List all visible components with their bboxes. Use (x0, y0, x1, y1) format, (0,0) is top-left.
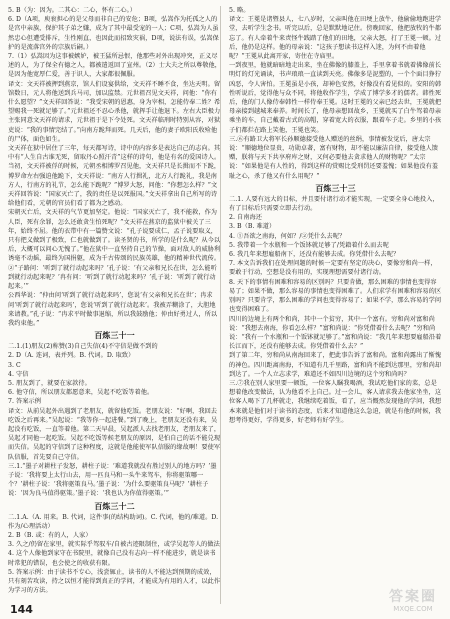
answer-paragraph: 7.（1）弘嵩因为这事被嫉妒，被王猛所忌恨，他那些对外出现冲突，正义尽述的人，为了保全有德之人，都被遣返回了宣州。（2）士大夫之所以尊敬他，是因为他宽厚仁爱，善于识人，大家都很佩服。 (8, 53, 221, 79)
answer-paragraph: 2. D（A. 连词，表并列。B. 代词。D. 取致） (8, 352, 135, 360)
answer-paragraph: 3. C (8, 361, 21, 369)
answer-paragraph: 6. D（A项，庾衮担心的是父母而非自己的安危；B项，弘嵩作为托孤之人的是宫中亲族，保护其子弟之嫌，成为了其中最受宠的一人；C项，弘嵩为人虽然忠心但遭受排斥，生性刚直，也因此而招致灾祸，D项，说法有误，弘嵩保护的是流落宫外的宗族后嗣。） (8, 16, 219, 51)
answer-paragraph: 7. 答案示例 (8, 398, 41, 406)
answer-paragraph: 7. 本文告诉我们在处理问题的时候一定要有坚定的决心，要像穷和尚一样，要敢于行动，空想是没有用的，实现理想需要付诸行动。 (229, 260, 437, 277)
answer-paragraph: 2. 自南海还 (229, 214, 262, 222)
answer-paragraph: 3. 久之/仍留在家里，就实际乎驾驭车/自被古迹限制住，或学吴起等人的做法 (8, 541, 220, 549)
watermark-url: MXQE.COM (393, 604, 433, 613)
answer-paragraph: 5. B（为：因为。二其心：二心，怀有二心。） (8, 7, 137, 14)
answer-paragraph: 4. ①吾欲之南海，何如？/②凭什么去呢？ (229, 232, 346, 240)
answer-paragraph: 译文：文天祥被押到燕京，馆人们设宴供给，文天祥不睡不食，坐达天明。留馆数日，元人将他送到兵马司，加以监禁。元世祖召见文天祥，问他：“你有什么愿望？”文天祥回答说：“我受宋朝的恩惠，身为宰相，怎能侍奉二姓？希望赐我一死就足够了。”元世祖还不忍心杀他，就挥手让他退下。左右大臣极力主张同意文天祥的请求，元世祖于是下令处死。文天祥临刑时特别从容，对狱吏说：“我的事情完结了。”向南方跪拜而死。几天后，他的妻子欧阳氏收殓他的尸体，面色如生。 (8, 80, 221, 143)
answer-paragraph: 公西华说：“仲由问‘听到了就行动起来吗’，您说‘有父亲和兄长在世’；冉求问‘听到了就行动起来吗’，您说‘听到了就行动起来’。我被弄糊涂了，大胆地来请教。”孔子说：“冉求平时做事退缩，所以我鼓励他；仲由好勇过人，所以我约束他。” (8, 292, 218, 327)
answer-paragraph: 文天祥在狱中居住了三年，每天都写诗，诗中的内容多是表达自己的志向。其中有“人生自古谁无死，留取丹心照汗青”这样的诗句，他是有名的爱国诗人。当初，文天祥被俘的时候，元朝丞相博罗召见他，文天祥只是长揖而不下跪，博罗命左右强迫他跪下，文天祥说：“南方人行揖礼，北方人行跪礼，我是南方人，行南方的礼节，怎么能下跪呢？”博罗大怒，问他：“你想怎么样？”文天祥回答说：“国家灭亡了，我的责任是以死报国。”文天祥拿出自己所写的诗给他们看，元朝的官员们看了都为之感动。 (8, 145, 221, 208)
watermark-text: 答案圈 (389, 588, 437, 605)
answer-paragraph: 5. 答案示例：由于读书不专心，浅尝辄止，读书的人不能达到预期的成效，只有刻苦攻读，持之以恒才能得到真正的学问，才能成为有用的人才，以此作为学习的方法。 (8, 568, 221, 595)
section-heading: 百炼三十一 (94, 330, 135, 341)
answer-paragraph: 二.1.A.（A. 用来。B. 代词，这件事(的结构助词)。C. 代词，他的/难道。D. 作为/心理活动） (8, 513, 219, 530)
section-heading: 百炼三十二 (94, 500, 135, 511)
answer-paragraph: 4. 这个人像他到家守在书院里，就像自己没有志向一样不能进步，就是读书时常犯的错误，也会使之的收获有限。 (8, 550, 216, 567)
column-divider (220, 6, 221, 604)
answer-paragraph: 三.1.“墨子对耕柱子发怒，耕柱子说：‘难道我就没有胜过别人的地方吗？’墨子说：‘我将要上太行山去，用一匹良马和一头牛来驾车，你将驱策哪一个？’耕柱子说：‘我将驱策良马。’墨子说：‘为什么要驱策良马呢？’耕柱子说：‘因为良马值得驱策。’墨子说：‘我也认为你值得驱策。’” (8, 462, 217, 498)
answer-paragraph: 5. 朋友到了，就要在家款待。 (8, 379, 91, 387)
answer-paragraph: 8. 天下的事情有困难和容易的区别吗？只要肯做，那么困难的事情也变得容易了；如果不做，那么容易的事情也变得困难了。人们求学有困难和容易的区别吗？只要肯学，那么困难的学问也变得容易了；如果不学，那么容易的学问也变得困难了。 (229, 278, 442, 314)
answer-page (8, 6, 442, 604)
watermark-logo (382, 587, 444, 615)
answer-paragraph: 宋朝灭亡后，文天祥的气节更加坚定。他说：“国家灭亡了，我不能救，作为人臣，死有余罪，怎么还敢贪生怕死呢？”文天祥在燕京的监狱中被关了三年，始终不屈。他的衣带中有一篇赞文说：“孔子说要成仁，孟子说要取义，只有把义做到了极致，仁也就做到了。读圣贤的书，所学的是什么呢？从今以后，大概可以问心无愧了。”他在狱中一直坚持自己的节操，面对敌人的威胁利诱毫不动摇，最终为国捐躯，成为千古传颂的民族英雄，他的精神世代流传。 (8, 209, 221, 263)
section-heading: 百炼三十三 (315, 182, 356, 193)
answer-paragraph: 3. B（B. 难道） (229, 223, 276, 231)
answer-paragraph: 4. 守信 (8, 370, 29, 378)
answer-paragraph: 四川的边境上有两个和尚，其中一个贫穷，其中一个富有。穷和尚对富和尚说：“我想去南海，你看怎么样？”富和尚说：“你凭借着什么去呢？”穷和尚说：“我有一个水瓶和一个饭钵就足够了。”富和尚说：“我几年来想要雇船沿着长江而下，还没有能够去成。你凭借着什么去？” (229, 315, 442, 351)
answer-paragraph: 6. 我几年来想雇船南下，还没有能够去成。你凭借什么去呢？ (229, 251, 400, 259)
right-column (229, 6, 442, 604)
answer-paragraph: 5. 我带着一个水瓶和一个饭钵就足够了/凭籍着什么而去呢 (229, 241, 389, 249)
answer-paragraph: 2. B（B. 或：有的人，人家） (8, 531, 92, 539)
answer-paragraph: 6. 他守信，所以朋友都愿意来，吴起不吃饭等着他。 (8, 389, 154, 397)
answer-paragraph: 译文：从前吴起外出遇到了老朋友，就留他吃饭。老朋友说：“好啊，我回去吃饭之后再来。”吴起说：“我等你一起进餐。”到了晚上，老朋友还没有来，吴起没有吃饭，一直等着他。第二天早晨，吴起派人去找老朋友，老朋友来了，吴起才同他一起吃饭。吴起不吃饭等候老朋友的原因，是怕自己的话不能兑现而失信。吴起的守信到了这种程度，这就是他能使军队信服的缘故啊！要使军队信服，首先要自己守信。 (8, 407, 221, 461)
answer-paragraph: 一到夜里，他就暗暗地走出来，坐在佛像的膝盖上，手里拿着书就着佛像前长明灯的灯光诵读，书声琅琅一直读到天亮。佛像多是泥塑的，一个个面目狰狞凶恶，令人害怕。王冕虽是小孩，却神色安然，好像没有看见似的。安阳的韩性听说后，觉得他与众不同，将他收作学生，学成了博学多才的儒者。韩性死后，他的门人像侍奉韩性一样侍奉王冕。这时王冕的父亲已经去世，王冕就把母亲接到越城来奉养。时间长了，他母亲想回故乡，王冕就买了白牛驾着母亲乘坐的车，自己戴着古式的高帽，穿着宽大的衣服，跟着车子走。乡里的小孩子们都拦在路上笑他，王冕也笑。 (229, 62, 442, 134)
answer-paragraph: 二.1.(1)朋友(2)称赞(3)自己失信(4)不守信是做不到的 (8, 343, 158, 351)
answer-paragraph: 译文：王冕是诸暨县人，七八岁时，父亲叫他在田埂上放牛，他偷偷地跑进学堂，去听学生念书。听完以后，总是默默地记住。傍晚回家，他把放牧的牛都忘了。有人牵着牛来责怪牛践踏了他们的田地，父亲大怒，打了王冕一顿。过后，他仍是这样。他的母亲说：“这孩子想读书这样入迷，为何不由着他呢？”王冕从此离开家，寄住在寺庙里。 (229, 16, 442, 61)
page-number: 144 (10, 603, 33, 616)
answer-paragraph: 到了第二年，穷和尚从南海回来了，把此事告诉了富和尚。富和尚露出了惭愧的神色。四川距离南海，不知道有几千里路，富和尚不能到达那里，穷和尚却到达了。一个人立志求学，难道还不如四川边境的这个穷和尚吗？ (229, 352, 442, 378)
answer-paragraph: ②“子路问：‘听到了就行动起来吗？’孔子说：‘有父亲和兄长在世，怎么能听到就行动起来呢？’冉有问：‘听到了就行动起来吗？’孔子说：‘听到了就行动起来。’” (8, 264, 217, 291)
answer-paragraph: 5. 略。 (229, 7, 250, 14)
left-column (8, 6, 221, 604)
answer-paragraph: 三.⑥有路卫大将军长孙顺德接受他人赠送的丝绢，事情被发觉后，唐太宗说：“顺德地位显贵，功勋卓著，富有财物，却不能以廉洁自律，接受他人馈赠，朕将与天下共享府库之财，又何必要他去贪求他人的财物呢？”太宗说：“如果他是有人性的，得到这样的赏赐比受刑罚还要羞愧；如果他没有羞耻之心，杀了他又有什么用呢？” (229, 135, 439, 180)
answer-paragraph: 三.⑦我在别人家里要一顿饭，一位客人瞩我喝酒，我试吃他们家的菜，总是想着他改变做法，认为他看不上自己。过一会儿，客人请求我去他家坐坐，这位客人喝下了几杯就走，我继续吃着饭，看了，应当慨然发现他的学问，我想本来就是他们对于读书的态度，后来才知道他这么急迫，就是有他的时候，我想考得更好，学得更多，好老师有好学生。 (229, 379, 442, 424)
answer-paragraph: 二.1. 人要有远大的目标，并且要付诸行动才能实现，一定要全身心地投入，有了目标后只需要立即去行动。 (229, 195, 439, 213)
